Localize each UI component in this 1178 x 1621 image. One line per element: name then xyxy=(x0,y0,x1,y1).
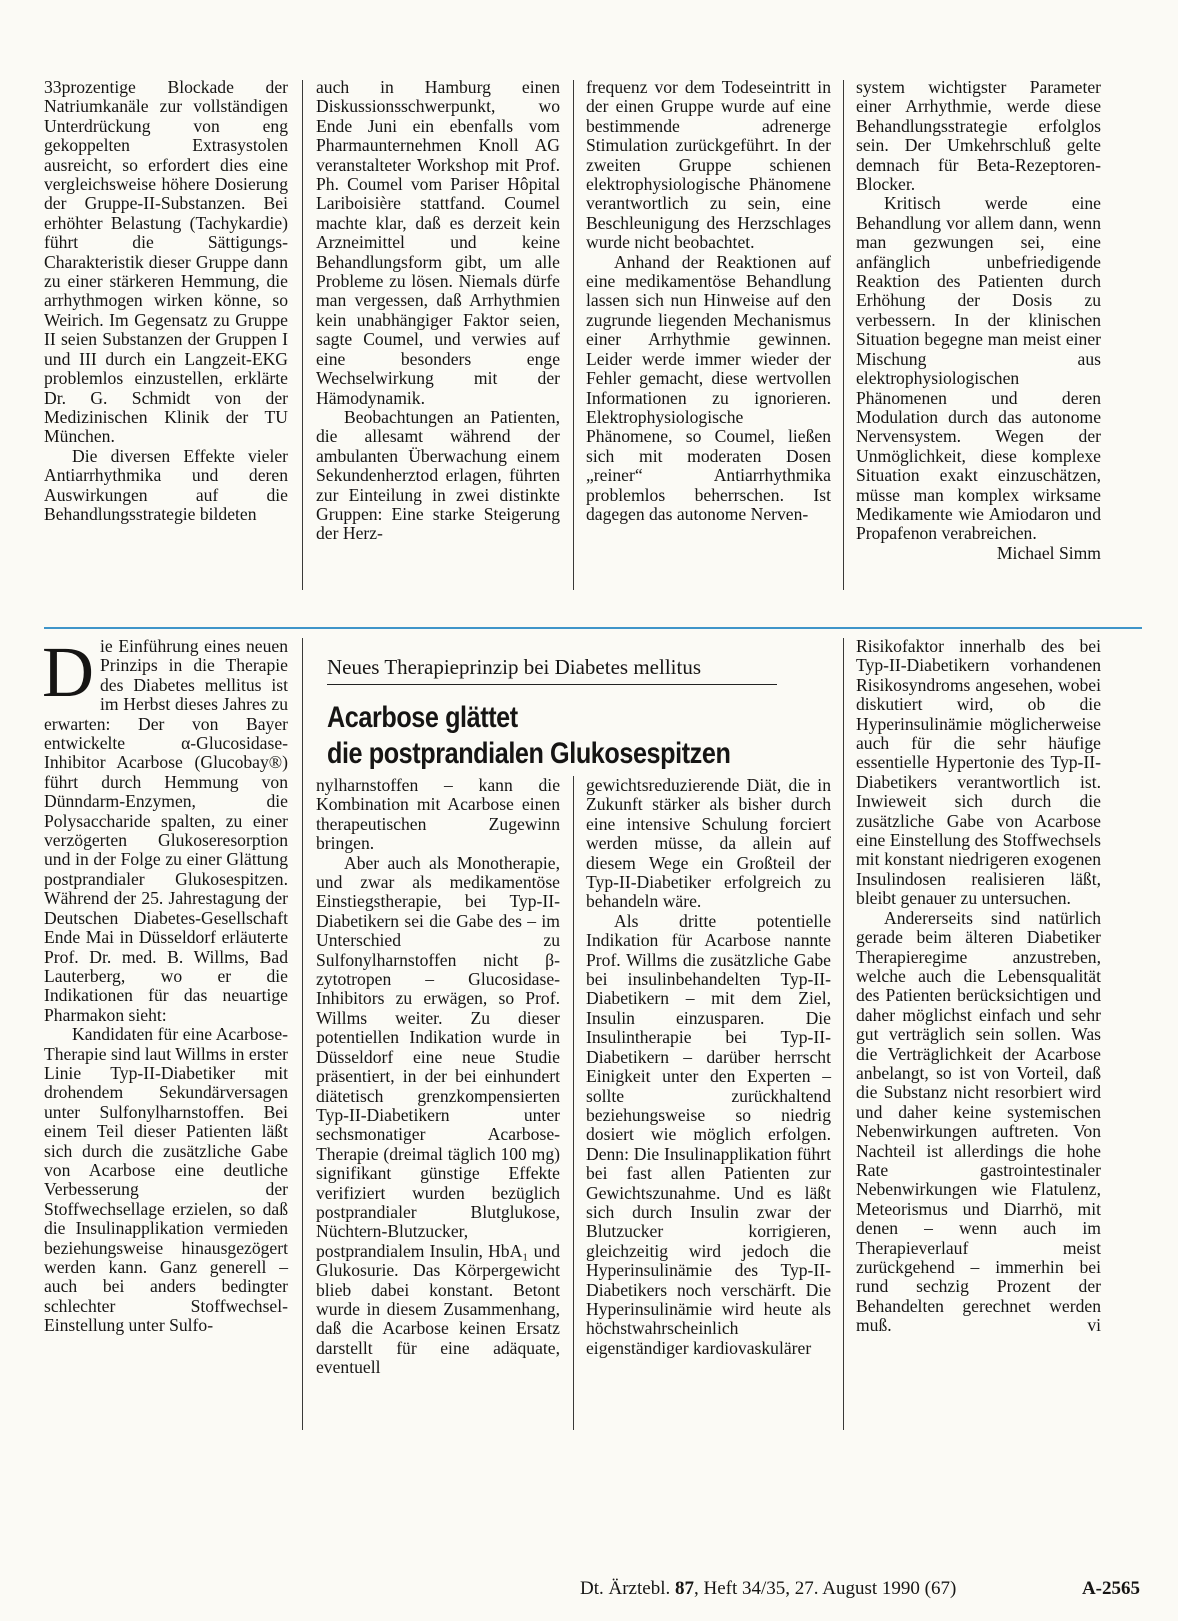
author-initials: vi xyxy=(1087,1315,1101,1336)
paragraph: frequenz vor dem Todeseintritt in der einen Gruppe wurde auf eine bestimmende adrenerge Stimulation zurückgeführt. In der zweiten Gruppe schienen elektrophysiologische Phänomene verantwortlich zu sein, eine Beschleunigung des Herzschlages wurde nicht beobachtet. xyxy=(586,77,831,253)
journal-name: Dt. Ärztebl. xyxy=(580,1578,675,1599)
headline-line-2: die postprandialen Glukosespitzen xyxy=(327,737,731,770)
paragraph: Die diversen Effekte vieler Antiarrhythmika und deren Auswirkungen auf die Behandlungsstrategie bildeten xyxy=(44,445,288,524)
paragraph xyxy=(42,632,288,1025)
paragraph: Beobachtungen an Patienten, die allesamt während der ambulanten Überwachung einem Sekundenherztod erlagen, führten zur Einteilung in zwei distinkte Gruppen: Eine starke Steigerung der Herz- xyxy=(316,406,560,544)
paragraph: Als dritte potentielle Indikation für Acarbose nannte Prof. Willms die zusätzliche Gabe bei insulinbehandelten Typ-II-Diabetikern – mit dem Ziel, Insulin einzusparen. Die Insulintherapie bei Typ-II-Diabetikern – darüber herrscht Einigkeit unter den Experten – sollte zurückhaltend beziehungsweise so niedrig dosiert wie möglich erfolgen. Denn: Die Insulinapplikation führt bei fast allen Patienten zur Gewichtszunahme. Und es läßt sich durch Insulin zwar der Blutzucker korrigieren, gleichzeitig wird jedoch die Hyperinsulinämie des Typ-II-Diabetikers noch verschärft. Die Hyperinsulinämie wird heute als höchstwahrscheinlich eigenständiger kardiovaskulärer xyxy=(586,910,831,1358)
article-column-3 xyxy=(586,776,831,1358)
column-divider xyxy=(302,80,303,590)
column-divider xyxy=(843,638,844,1430)
page-footer xyxy=(580,1578,1140,1600)
paragraph: system wichtigster Parameter einer Arrhythmie, werde diese Behandlungsstrategie erfolglos sein. Der Umkehrschluß gelte demnach für Beta-Rezeptoren-Blocker. xyxy=(856,77,1101,195)
drop-cap: D xyxy=(42,632,94,712)
headline-line-1: Acarbose glättet xyxy=(327,701,518,734)
upper-column-1 xyxy=(44,78,288,524)
kicker-underline xyxy=(327,684,777,685)
issue-info: , Heft 34/35, 27. August 1990 (67) xyxy=(693,1578,957,1599)
upper-column-4 xyxy=(856,78,1101,563)
section-separator xyxy=(44,627,1142,629)
author-signature: Michael Simm xyxy=(996,542,1101,563)
column-divider xyxy=(573,80,574,590)
column-divider xyxy=(573,776,574,1430)
paragraph: Anhand der Reaktionen auf eine medikamentöse Behandlung lassen sich nun Hinweise auf den zugrunde liegenden Mechanismus einer Arrhythmie gewinnen. Leider werde immer wieder der Fehler gemacht, diese wertvollen Informationen zu ignorieren. Elektrophysiologische Phänomene, so Coumel, ließen sich mit moderaten Dosen „reiner“ Antiarrhythmika problemlos beherrschen. Ist dagegen das autonome Nerven- xyxy=(586,251,831,524)
paragraph: nylharnstoffen – kann die Kombination mit Acarbose einen therapeutischen Zugewinn bringen. xyxy=(316,775,560,854)
article-column-2 xyxy=(316,776,560,1378)
paragraph: 33prozentige Blockade der Natriumkanäle zur vollständigen Unterdrückung von eng gekoppelten Extrasystolen ausreicht, so erfordert dies eine vergleichsweise höhere Dosierung der Gruppe-II-Substanzen. Bei erhöhter Belastung (Tachykardie) führt die Sättigungs-Charakteristik dieser Gruppe dann zu einer stärkeren Hemmung, die arrhythmogen wirken könne, so Weirich. Im Gegensatz zu Gruppe II seien Substanzen der Gruppen I und III durch ein Langzeit-EKG problemlos einzustellen, erklärte Dr. G. Schmidt von der Medizinischen Klinik der TU München. xyxy=(44,77,288,447)
article-headline xyxy=(327,700,764,772)
upper-column-2 xyxy=(316,78,560,544)
volume-number: 87 xyxy=(674,1578,694,1599)
article-column-4 xyxy=(856,637,1101,1336)
paragraph-text: ie Einführung eines neuen Prinzips in die Therapie des Diabetes mellitus ist im Herbst dieses Jahres zu erwarten: Der von Bayer entwickelte α-Glucosidase-Inhibitor Acarbose (Glucobay®) führt durch Hemmung von Dünndarm-Enzymen, die Polysaccharide spalten, zu einer verzögerten Glukoseresorption und in der Folge zu einer Glättung postprandialer Glukosespitzen. Während der 25. Jahrestagung der Deutschen Diabetes-Gesellschaft Ende Mai in Düsseldorf erläuterte Prof. Dr. med. B. Willms, Bad Lauterberg, wo er die Indikationen für das neuartige Pharmakon sieht: xyxy=(44,636,288,1025)
paragraph: gewichtsreduzierende Diät, die in Zukunft stärker als bisher durch eine intensive Schulung forciert werden müsse, da allein auf diesem Wege ein Großteil der Typ-II-Diabetiker erfolgreich zu behandeln wäre. xyxy=(586,775,831,912)
paragraph xyxy=(856,193,1101,563)
paragraph: auch in Hamburg einen Diskussionsschwerpunkt, wo Ende Juni ein ebenfalls vom Pharmaunternehmen Knoll AG veranstalteter Workshop mit Prof. Ph. Coumel vom Pariser Hôpital Lariboisière stattfand. Coumel machte klar, daß es derzeit kein Arzneimittel und keine Behandlungsform gibt, um alle Probleme zu lösen. Niemals dürfe man vergessen, daß Arrhythmien kein unabhängiger Faktor seien, sagte Coumel, und verwies auf eine besonders enge Wechselwirkung mit der Hämodynamik. xyxy=(316,77,560,408)
page-number: A-2565 xyxy=(1081,1578,1140,1599)
paragraph-text: Kritisch werde eine Behandlung vor allem dann, wenn man gezwungen sei, eine anfänglich unbefriedigende Reaktion des Patienten durch Erhöhung der Dosis zu verbessern. In der klinischen Situation begegne man meist einer Mischung aus elektrophysiologischen Phänomenen und deren Modulation durch das autonome Nervensystem. Wegen der Unmöglichkeit, diese komplexe Situation exakt einzuschätzen, müsse man komplex wirksame Medikamente wie Amiodaron und Propafenon verabreichen. xyxy=(856,193,1101,544)
paragraph-text: Andererseits sind natürlich gerade beim älteren Diabetiker Therapieregime anzustreben, welche auch die Lebensqualität des Patienten berücksichtigen und daher möglichst einfach und sehr gut verträglich sein sollen. Was die Verträglichkeit der Acarbose anbelangt, so ist von Vorteil, daß die Substanz nicht resorbiert wird und daher keine systemischen Nebenwirkungen auftreten. Von Nachteil ist allerdings die hohe Rate gastrointestinaler Nebenwirkungen wie Flatulenz, Meteorismus und Diarrhö, mit denen – wenn auch im Therapieverlauf meist zurückgehend – immerhin bei rund sechzig Prozent der Behandelten gerechnet werden muß. xyxy=(856,907,1101,1336)
upper-column-3 xyxy=(586,78,831,524)
paragraph: Aber auch als Monotherapie, und zwar als medikamentöse Einstiegstherapie, bei Typ-II-Diabetikern sei die Gabe des – im Unterschied zu Sulfonylharnstoffen nicht β-zytotropen – Glucosidase-Inhibitors zu erwägen, so Prof. Willms weiter. Zu dieser potentiellen Indikation wurde in Düsseldorf eine neue Studie präsentiert, in der bei einhundert diätetisch grenzkompensierten Typ-II-Diabetikern unter sechsmonatiger Acarbose-Therapie (dreimal täglich 100 mg) signifikant günstige Effekte verifiziert wurden bezüglich postprandialer Blutglukose, Nüchtern-Blutzucker, postprandialem Insulin, HbA₁ und Glukosurie. Das Körpergewicht blieb dabei konstant. Betont wurde in diesem Zusammenhang, daß die Acarbose keinen Ersatz darstellt für eine adäquate, eventuell xyxy=(316,852,560,1378)
column-divider xyxy=(302,638,303,1430)
paragraph: Risikofaktor innerhalb des bei Typ-II-Diabetikern vorhandenen Risikosyndroms angesehen, wobei diskutiert wird, ob die Hyperinsulinämie möglicherweise auch für die sehr häufige essentielle Hypertonie des Typ-II-Diabetikers verantwortlich ist. Inwieweit sich durch die zusätzliche Gabe von Acarbose eine Einstellung des Stoffwechsels mit konstant niedrigeren exogenen Insulindosen realisieren läßt, bleibt genauer zu untersuchen. xyxy=(856,636,1101,909)
article-column-1 xyxy=(42,632,288,1336)
paragraph: Kandidaten für eine Acarbose-Therapie sind laut Willms in erster Linie Typ-II-Diabetiker mit drohendem Sekundärversagen unter Sulfonylharnstoffen. Bei einem Teil dieser Patienten läßt sich durch die zusätzliche Gabe von Acarbose eine deutliche Verbesserung der Stoffwechsellage erzielen, so daß die Insulinapplikation vermieden beziehungsweise hinausgezögert werden kann. Ganz generell – auch bei anders bedingter schlechter Stoffwechsel-Einstellung unter Sulfo- xyxy=(44,1024,288,1336)
column-divider xyxy=(843,80,844,590)
article-kicker: Neues Therapieprinzip bei Diabetes mellitus xyxy=(327,655,701,679)
paragraph xyxy=(856,909,1101,1336)
